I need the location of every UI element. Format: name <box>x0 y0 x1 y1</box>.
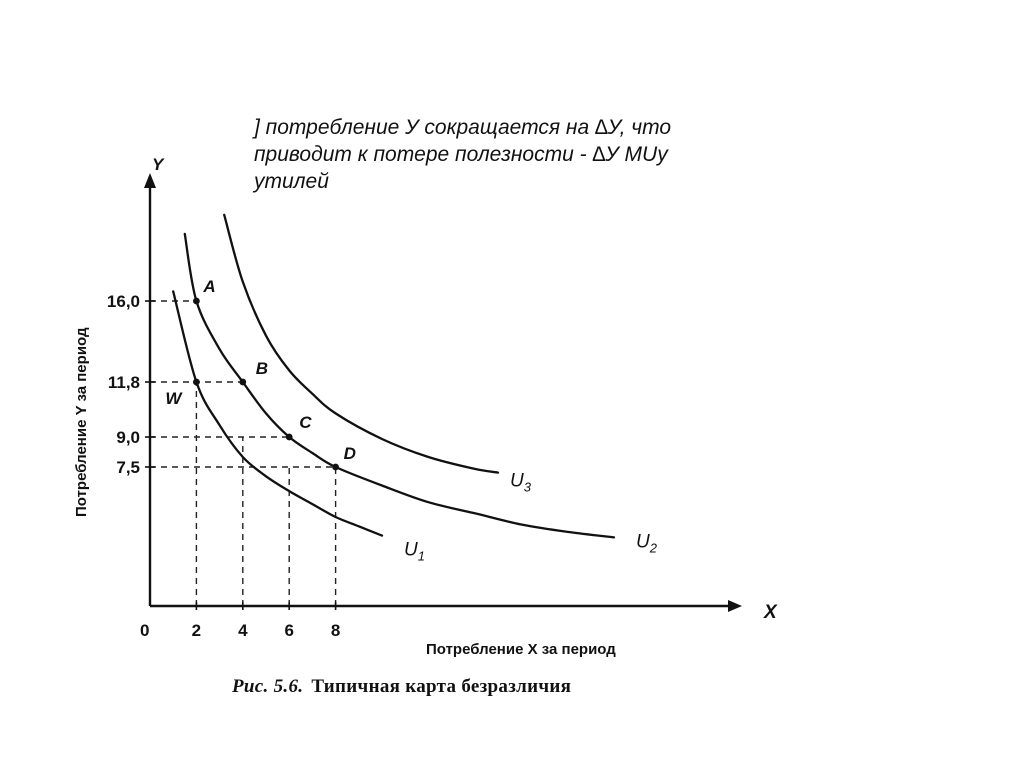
curve-u2 <box>185 234 614 538</box>
figure-caption <box>232 676 571 698</box>
y-tick-label: 11,8 <box>107 373 140 392</box>
explanation-line-3: утилей <box>254 170 329 193</box>
explanation-line-2: приводит к потере полезности - ∆У MUу <box>254 143 668 166</box>
curve-label-u1: $U_1$ <box>404 539 425 564</box>
y-tick-label: 9,0 <box>116 428 140 447</box>
curve-u1 <box>173 291 382 535</box>
point-label-d: D <box>343 444 356 463</box>
point-c <box>286 434 293 441</box>
figure-number: Рис. 5.6. <box>232 676 304 697</box>
curve-label-u3: $U_3$ <box>510 470 531 495</box>
point-label-c: C <box>299 413 312 432</box>
tick-labels <box>107 292 340 640</box>
point-d <box>332 464 339 471</box>
x-axis-title: Потребление X за период <box>426 641 616 658</box>
x-tick-label: 4 <box>238 621 248 640</box>
curve-labels <box>404 471 658 564</box>
point-label-a: A <box>203 277 216 296</box>
x-tick-label: 8 <box>330 621 341 640</box>
dashed-guides <box>150 301 336 606</box>
y-axis-letter: Y <box>152 155 164 174</box>
point-w <box>193 379 200 386</box>
y-tick-label: 7,5 <box>116 458 140 477</box>
x-axis-letter: X <box>764 602 777 623</box>
indifference-curves <box>173 215 614 538</box>
explanation-line-1: ] потребление У сокращается на ∆У, что <box>254 116 672 139</box>
curve-u3 <box>224 215 498 473</box>
point-label-b: B <box>255 359 269 378</box>
y-axis-title: Потребление Y за период <box>73 327 90 517</box>
point-label-w: W <box>165 389 182 408</box>
x-tick-label: 6 <box>284 621 294 640</box>
origin-label: 0 <box>140 621 150 640</box>
point-a <box>193 298 200 305</box>
x-tick-label: 2 <box>191 621 202 640</box>
y-tick-label: 16,0 <box>106 292 140 311</box>
curve-label-u2: $U_2$ <box>636 531 657 556</box>
figure-title: Типичная карта безразличия <box>311 676 572 697</box>
point-b <box>239 379 246 386</box>
x-axis-arrow <box>728 600 742 612</box>
y-axis-arrow <box>144 173 156 188</box>
